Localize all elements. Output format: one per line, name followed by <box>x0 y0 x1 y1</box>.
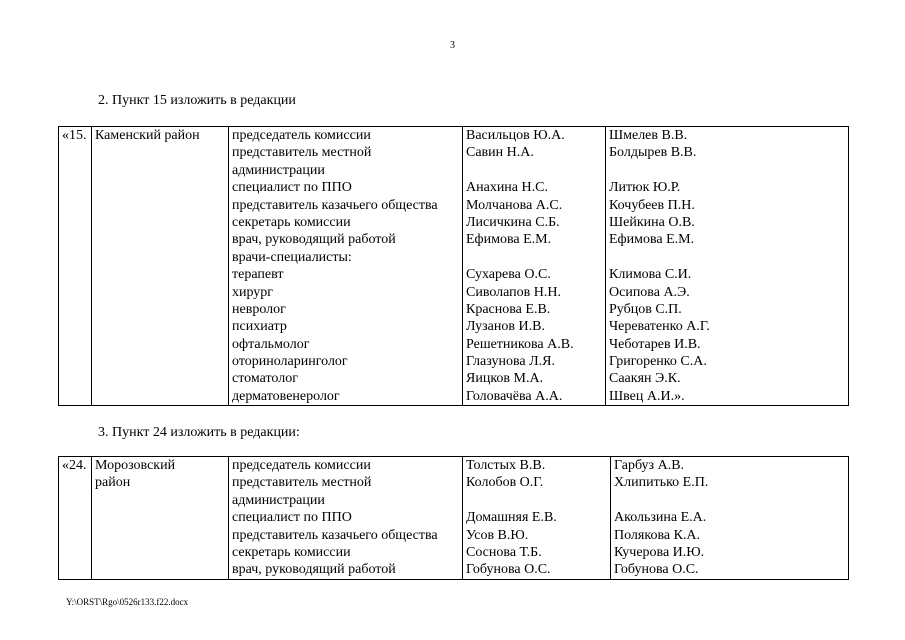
footer-file-path: Y:\ORST\Rgo\0526r133.f22.docx <box>66 597 189 607</box>
deputy-line <box>614 492 845 509</box>
district-cell <box>92 127 229 406</box>
page-number: 3 <box>450 40 455 51</box>
role-line: председатель комиссии <box>232 458 371 473</box>
item-number: «15. <box>62 128 87 143</box>
deputy-line: Кочубеев П.Н. <box>609 197 695 213</box>
member-line: Головачёва А.А. <box>466 388 563 404</box>
commission-table-15 <box>58 126 849 406</box>
section-2-heading: 2. Пункт 15 изложить в редакции <box>98 93 296 108</box>
deputies-cell <box>611 457 849 580</box>
member-line: Толстых В.В. <box>466 458 546 473</box>
role-line: психиатр <box>232 319 287 335</box>
deputy-line: Григоренко С.А. <box>609 354 707 370</box>
deputy-line: Гарбуз А.В. <box>614 458 685 473</box>
role-line: администрации <box>232 492 325 508</box>
role-line: дерматовенеролог <box>232 388 340 404</box>
deputy-line: Череватенко А.Г. <box>609 319 710 335</box>
roles-cell <box>229 457 463 580</box>
role-line: секретарь комиссии <box>232 214 351 230</box>
role-line: представитель местной <box>232 145 372 161</box>
deputy-line: Климова С.И. <box>609 267 692 283</box>
deputy-line: Полякова К.А. <box>614 527 701 543</box>
members-cell <box>463 457 611 580</box>
role-line: секретарь комиссии <box>232 544 351 560</box>
member-line: Колобов О.Г. <box>466 475 544 491</box>
deputy-line: Литюк Ю.Р. <box>609 180 681 196</box>
member-line: Краснова Е.В. <box>466 301 551 317</box>
deputy-line: Болдырев В.В. <box>609 145 697 161</box>
deputy-line: Рубцов С.П. <box>609 301 682 317</box>
role-line: невролог <box>232 301 286 317</box>
deputy-line: Шмелев В.В. <box>609 128 688 143</box>
table-row <box>59 127 849 406</box>
deputy-line: Чеботарев И.В. <box>609 336 701 352</box>
role-line: администрации <box>232 162 325 178</box>
member-line: Яицков М.А. <box>466 371 544 387</box>
role-line: специалист по ППО <box>232 180 352 196</box>
commission-table-24 <box>58 456 849 580</box>
member-line: Лузанов И.В. <box>466 319 545 335</box>
deputy-line: Акользина Е.А. <box>614 510 707 526</box>
district-cell <box>92 457 229 580</box>
member-line: Глазунова Л.Я. <box>466 354 555 370</box>
deputy-line: Саакян Э.К. <box>609 371 681 387</box>
district-line: Морозовский <box>95 458 176 473</box>
member-line: Соснова Т.Б. <box>466 544 542 560</box>
roles-cell <box>229 127 463 406</box>
role-line: терапевт <box>232 267 284 283</box>
role-line: врач, руководящий работой <box>232 232 396 248</box>
member-line: Сухарева О.С. <box>466 267 551 283</box>
role-line: офтальмолог <box>232 336 310 352</box>
item-number-cell <box>59 127 92 406</box>
district-line: Каменский район <box>95 128 200 143</box>
member-line: Гобунова О.С. <box>466 562 551 578</box>
role-line: специалист по ППО <box>232 510 352 526</box>
item-number-cell <box>59 457 92 580</box>
role-line: представитель казачьего общества <box>232 197 438 213</box>
role-line: представитель местной <box>232 475 372 491</box>
member-line <box>466 492 607 509</box>
deputy-line: Ефимова Е.М. <box>609 232 695 248</box>
role-line: оториноларинголог <box>232 354 348 370</box>
member-line: Домашняя Е.В. <box>466 510 557 526</box>
member-line: Сиволапов Н.Н. <box>466 284 561 300</box>
member-line: Решетникова А.В. <box>466 336 574 352</box>
member-line: Васильцов Ю.А. <box>466 128 565 143</box>
deputy-line: Кучерова И.Ю. <box>614 544 705 560</box>
role-line: председатель комиссии <box>232 128 371 143</box>
role-line: хирург <box>232 284 274 300</box>
member-line: Молчанова А.С. <box>466 197 563 213</box>
deputy-line: Шейкина О.В. <box>609 214 695 230</box>
member-line: Анахина Н.С. <box>466 180 548 196</box>
member-line <box>466 249 602 266</box>
member-line: Усов В.Ю. <box>466 527 529 543</box>
role-line: стоматолог <box>232 371 298 387</box>
member-line: Лисичкина С.Б. <box>466 214 560 230</box>
deputy-line <box>609 249 845 266</box>
district-line: район <box>95 475 131 491</box>
members-cell <box>463 127 606 406</box>
deputy-line: Гобунова О.С. <box>614 562 699 578</box>
deputy-line: Осипова А.Э. <box>609 284 690 300</box>
deputy-line <box>609 162 845 179</box>
item-number: «24. <box>62 458 87 473</box>
role-line: врачи-специалисты: <box>232 249 352 265</box>
member-line: Ефимова Е.М. <box>466 232 552 248</box>
member-line: Савин Н.А. <box>466 145 534 161</box>
deputy-line: Швец А.И.». <box>609 388 685 404</box>
deputies-cell <box>606 127 849 406</box>
section-3-heading: 3. Пункт 24 изложить в редакции: <box>98 425 300 440</box>
role-line: врач, руководящий работой <box>232 562 396 578</box>
member-line <box>466 162 602 179</box>
table-row <box>59 457 849 580</box>
deputy-line: Хлипитько Е.П. <box>614 475 709 491</box>
role-line: представитель казачьего общества <box>232 527 438 543</box>
